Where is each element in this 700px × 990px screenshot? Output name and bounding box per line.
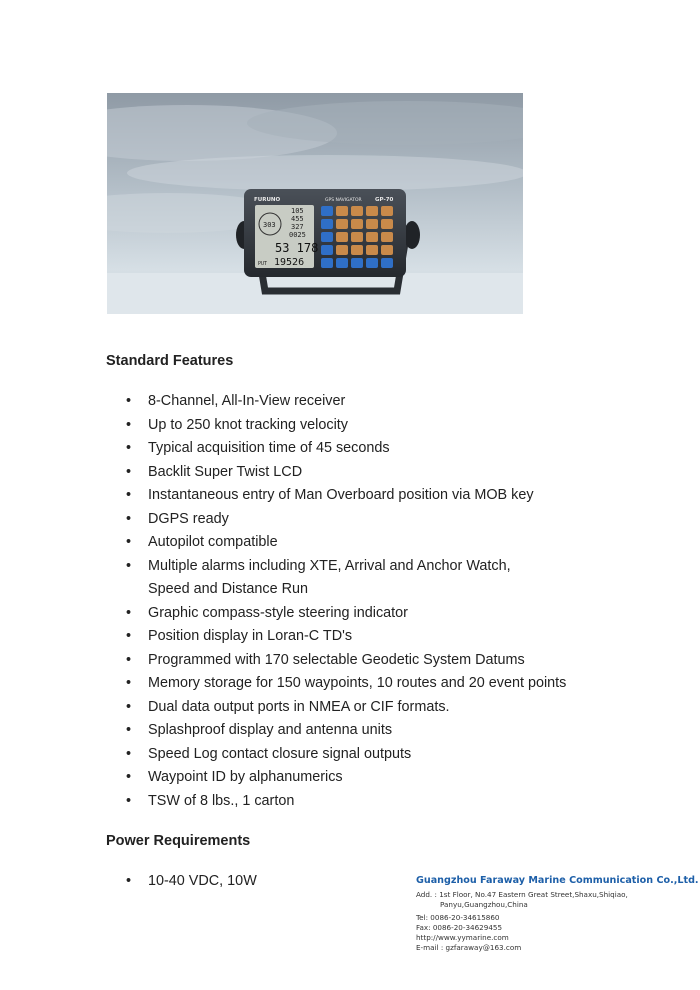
list-item: • Waypoint ID by alphanumerics (126, 769, 343, 785)
list-item: • DGPS ready (126, 510, 229, 527)
list-item: • Graphic compass-style steering indicator (126, 604, 408, 621)
svg-text:53 178: 53 178 (275, 241, 319, 255)
svg-text:0025: 0025 (289, 231, 306, 239)
list-item: • Instantaneous entry of Man Overboard position via MOB key (126, 487, 534, 503)
company-fax: Fax: 0086-20-34629455 (416, 922, 503, 932)
svg-text:327: 327 (291, 223, 304, 231)
company-name: Guangzhou Faraway Marine Communication Co.,Ltd. (416, 875, 699, 886)
list-item: • Memory storage for 150 waypoints, 10 routes and 20 event points (126, 675, 567, 691)
list-item: • 10-40 VDC, 10W (126, 873, 257, 889)
photo-brand: FURUNO (254, 197, 281, 203)
svg-text:455: 455 (291, 215, 304, 223)
company-address-line-2: Panyu,Guangzhou,China (440, 900, 528, 910)
power-list (106, 870, 257, 894)
company-contact-block (416, 875, 699, 954)
list-item: • Up to 250 knot tracking velocity (126, 416, 348, 433)
company-website: http://www.yymarine.com (416, 933, 509, 943)
list-item: • Position display in Loran-C TD's (126, 628, 353, 644)
section-title-power-requirements: Power Requirements (106, 833, 251, 849)
list-item: • TSW of 8 lbs., 1 carton (126, 792, 295, 809)
list-item: • Speed Log contact closure signal outputs (126, 745, 412, 762)
section-title-standard-features: Standard Features (106, 353, 234, 369)
list-item: • Backlit Super Twist LCD (126, 463, 303, 480)
list-item: • Programmed with 170 selectable Geodetic System Datums (126, 651, 525, 668)
svg-text:19526: 19526 (274, 257, 305, 268)
svg-text:105: 105 (291, 207, 304, 215)
photo-model-name: GPS NAVIGATOR (325, 198, 362, 203)
features-list (106, 390, 606, 813)
list-item: • Autopilot compatible (126, 534, 278, 550)
product-photo (107, 93, 523, 314)
list-item: • 8-Channel, All-In-View receiver (126, 393, 346, 409)
svg-text:303: 303 (263, 221, 276, 229)
svg-text:PUT: PUT (258, 261, 268, 267)
list-item: • Splashproof display and antenna units (126, 722, 393, 738)
company-tel: Tel: 0086-20-34615860 (416, 912, 500, 922)
photo-model: GP-70 (375, 197, 394, 203)
company-email: E-mail : gzfaraway@163.com (416, 943, 522, 953)
list-item: • Multiple alarms including XTE, Arrival and Anchor Watch, Speed and Distance Run (126, 557, 511, 597)
company-address-line-1: Add. : 1st Floor, No.47 Eastern Great Street,Shaxu,Shiqiao, (416, 890, 628, 899)
list-item: • Dual data output ports in NMEA or CIF formats. (126, 698, 450, 715)
list-item: • Typical acquisition time of 45 seconds (126, 440, 390, 456)
